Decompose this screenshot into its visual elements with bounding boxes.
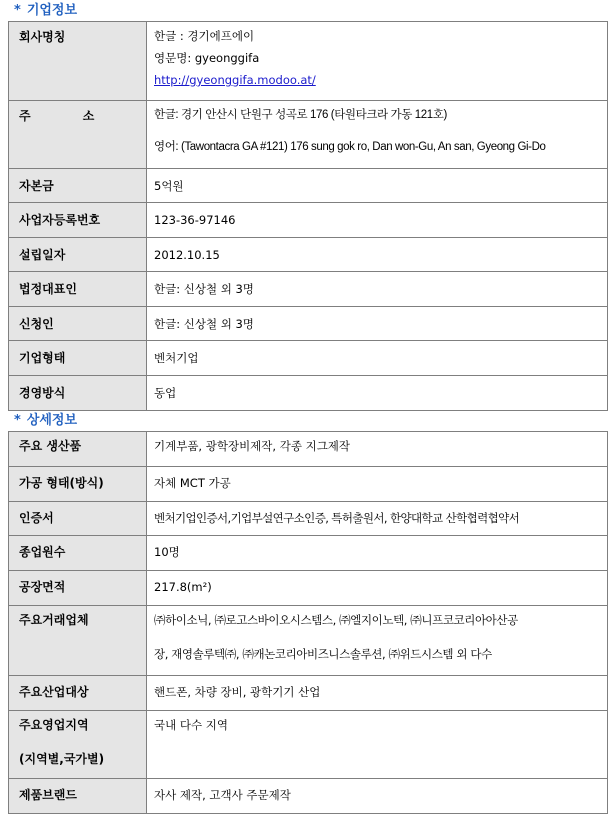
row-value: 한글: 신상철 외 3명 (147, 307, 608, 341)
row-value: 핸드폰, 차량 장비, 광학기기 산업 (147, 676, 608, 711)
row-label: 회사명칭 (9, 22, 147, 101)
row-value: 217.8(m²) (147, 571, 608, 606)
table-row (9, 432, 608, 467)
table-row (9, 341, 608, 376)
row-label: 신청인 (9, 307, 147, 341)
star-bullet: * (14, 3, 21, 18)
company-info-table (8, 21, 608, 411)
row-value: 123-36-97146 (147, 203, 608, 238)
row-label: 기업형태 (9, 341, 147, 376)
row-label: 주요영업지역 (지역별,국가별) (9, 711, 147, 779)
row-label: 가공 형태(방식) (9, 467, 147, 502)
row-value: 10명 (147, 536, 608, 571)
row-value: ㈜하이소닉, ㈜로고스바이오시스템스, ㈜엘지이노텍, ㈜니프코코리아아산공 장, 재영솔루텍㈜, ㈜캐논코리아비즈니스솔루션, ㈜위드시스템 외 다수 (147, 606, 608, 676)
table-row (9, 22, 608, 101)
row-value: 기계부품, 광학장비제작, 각종 지그제작 (147, 432, 608, 467)
row-label: 주요거래업체 (9, 606, 147, 676)
table-row (9, 502, 608, 536)
section-title-company-info: * 기업정보 (14, 3, 78, 18)
star-bullet: * (14, 413, 21, 428)
row-value: 국내 다수 지역 (147, 711, 608, 779)
table-row (9, 272, 608, 307)
table-row (9, 536, 608, 571)
table-row (9, 169, 608, 203)
row-label: 설립일자 (9, 238, 147, 272)
row-label: 경영방식 (9, 376, 147, 411)
table-row (9, 467, 608, 502)
row-value: 자체 MCT 가공 (147, 467, 608, 502)
row-value: 자사 제작, 고객사 주문제작 (147, 779, 608, 814)
row-value: 벤처기업 (147, 341, 608, 376)
row-label: 사업자등록번호 (9, 203, 147, 238)
row-value: 한글: 경기 안산시 단원구 성곡로 176 (타원타크라 가동 121호) 영어: (Tawontacra GA #121) 176 sung gok ro, Dan won-Gu, An san, Gyeong Gi-Do (147, 101, 608, 169)
table-row (9, 711, 608, 779)
row-label: 주 소 (9, 101, 147, 169)
row-value: 한글 : 경기에프에이 영문명: gyeonggifa http://gyeonggifa.modoo.at/ (147, 22, 608, 101)
homepage-link[interactable]: http://gyeonggifa.modoo.at/ (154, 73, 316, 87)
row-value: 2012.10.15 (147, 238, 608, 272)
table-row (9, 779, 608, 814)
row-value: 동업 (147, 376, 608, 411)
row-value: 5억원 (147, 169, 608, 203)
row-value: 벤처기업인증서,기업부설연구소인증, 특허출원서, 한양대학교 산학협력협약서 (147, 502, 608, 536)
row-label: 주요산업대상 (9, 676, 147, 711)
table-row (9, 307, 608, 341)
row-label: 제품브랜드 (9, 779, 147, 814)
table-row (9, 676, 608, 711)
table-row (9, 203, 608, 238)
table-row (9, 571, 608, 606)
row-label: 법정대표인 (9, 272, 147, 307)
row-label: 인증서 (9, 502, 147, 536)
table-row (9, 606, 608, 676)
detail-info-table (8, 431, 608, 814)
table-row (9, 101, 608, 169)
row-label: 주요 생산품 (9, 432, 147, 467)
row-label: 공장면적 (9, 571, 147, 606)
section-title-detail-info: * 상세정보 (14, 413, 78, 428)
row-label: 자본금 (9, 169, 147, 203)
table-row (9, 376, 608, 411)
row-label: 종업원수 (9, 536, 147, 571)
table-row (9, 238, 608, 272)
row-value: 한글: 신상철 외 3명 (147, 272, 608, 307)
